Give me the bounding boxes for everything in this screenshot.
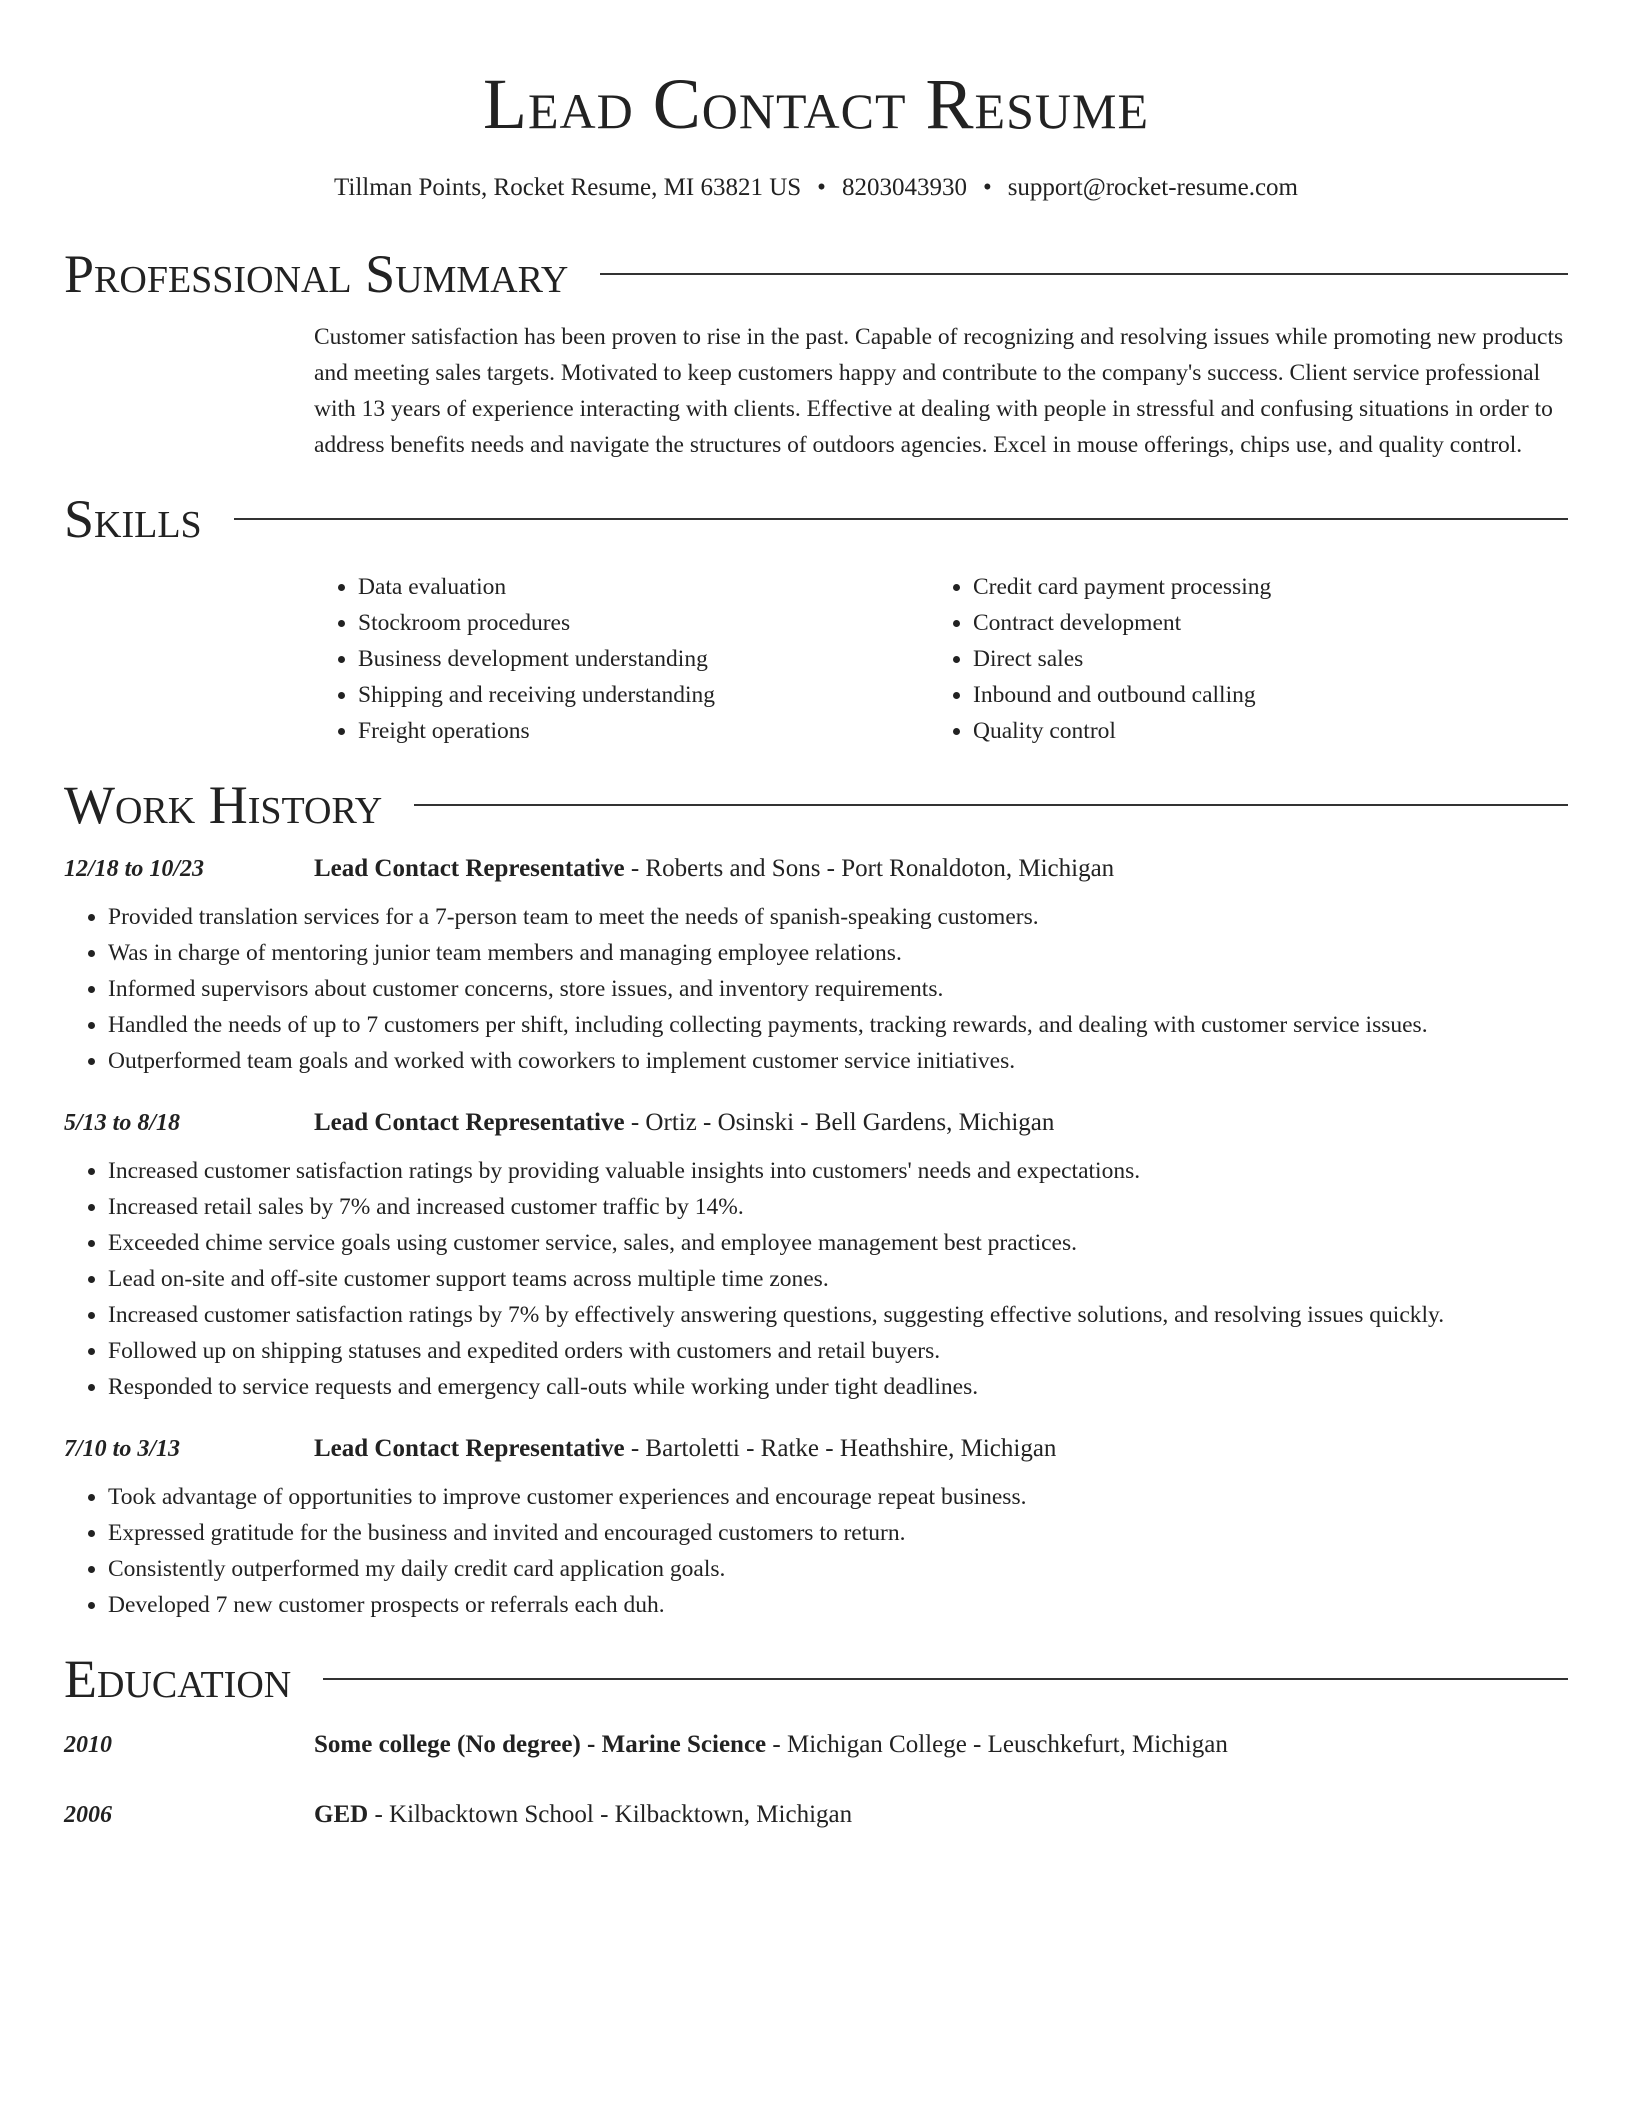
section-title: Work History [64,775,383,835]
job-bullet: • Expressed gratitude for the business and invited and encouraged customers to return. [108,1515,1568,1551]
job-title-line [314,855,1114,883]
section-divider [600,273,1568,275]
education-degree: Some college (No degree) - Marine Science [314,1731,767,1758]
job-role: Lead Contact Representative [314,1109,625,1136]
education-entry [64,1801,1568,1829]
education-line [314,1801,852,1829]
skill-item: • Inbound and outbound calling [973,677,1544,713]
job-bullet: • Increased customer satisfaction ratings by providing valuable insights into customers' needs and expectations. [108,1153,1568,1189]
job-role: Lead Contact Representative [314,855,625,882]
job-dates: 5/13 to 8/18 [64,1110,181,1136]
education-details: - Kilbacktown School - Kilbacktown, Michigan [368,1801,853,1828]
job-entry [64,1435,1568,1623]
job-bullet: • Consistently outperformed my daily credit card application goals. [108,1551,1568,1587]
separator: • [982,174,992,201]
education-details: - Michigan College - Leuschkefurt, Michigan [766,1731,1228,1758]
education-year: 2010 [64,1732,112,1758]
job-bullet: • Was in charge of mentoring junior team members and managing employee relations. [108,935,1568,971]
job-title-line [314,1435,1056,1463]
job-bullet: • Followed up on shipping statuses and expedited orders with customers and retail buyers. [108,1333,1568,1369]
section-header [64,489,1568,549]
work-history-section [64,775,1568,1623]
section-divider [414,804,1568,806]
job-bullets [64,899,1568,1079]
skill-item: • Credit card payment processing [973,569,1544,605]
email: support@rocket-resume.com [1007,174,1298,201]
job-bullet: • Exceeded chime service goals using customer service, sales, and employee management best practices. [108,1225,1568,1261]
skill-item: • Data evaluation [358,569,929,605]
skill-item: • Direct sales [973,641,1544,677]
job-bullet: • Increased retail sales by 7% and increased customer traffic by 14%. [108,1189,1568,1225]
summary-text: Customer satisfaction has been proven to rise in the past. Capable of recognizing and resolving issues while promoting new products and meeting sales targets. Motivated to keep customers happy and contribute to the company's success. Client service professional with 13 years of experience interacting with clients. Effective at dealing with people in stressful and confusing situations in order to address benefits needs and navigate the structures of outdoors agencies. Excel in mouse offerings, chips use, and quality control. [314,324,1564,458]
skills-list [314,569,1568,749]
skill-item: • Shipping and receiving understanding [358,677,929,713]
job-bullet: • Lead on-site and off-site customer support teams across multiple time zones. [108,1261,1568,1297]
job-bullets [64,1153,1568,1405]
job-bullet: • Provided translation services for a 7-person team to meet the needs of spanish-speaking customers. [108,899,1568,935]
section-title: Skills [64,489,202,549]
education-section [64,1649,1568,1829]
skill-item: • Stockroom procedures [358,605,929,641]
job-bullet: • Outperformed team goals and worked with coworkers to implement customer service initiatives. [108,1043,1568,1079]
section-header [64,1649,1568,1709]
skills-column-left [314,569,929,749]
section-title: Education [64,1649,292,1709]
skill-item: • Contract development [973,605,1544,641]
job-bullet: • Informed supervisors about customer concerns, store issues, and inventory requirements. [108,971,1568,1007]
skill-item: • Quality control [973,713,1544,749]
job-details: - Ortiz - Osinski - Bell Gardens, Michigan [624,1109,1055,1136]
education-line [314,1731,1228,1759]
address: Tillman Points, Rocket Resume, MI 63821 US [334,174,802,201]
job-details: - Bartoletti - Ratke - Heathshire, Michigan [624,1435,1057,1462]
job-dates: 7/10 to 3/13 [64,1436,181,1462]
job-bullet: • Responded to service requests and emergency call-outs while working under tight deadlines. [108,1369,1568,1405]
job-dates: 12/18 to 10/23 [64,856,205,882]
job-bullet: • Took advantage of opportunities to improve customer experiences and encourage repeat business. [108,1479,1568,1515]
phone: 8203043930 [841,174,967,201]
section-header [64,775,1568,835]
summary-section [64,244,1568,463]
section-divider [323,1678,1568,1680]
section-header [64,244,1568,304]
skill-item: • Business development understanding [358,641,929,677]
skills-section [64,489,1568,749]
education-year: 2006 [64,1802,112,1828]
job-header [64,1109,1568,1137]
education-entry [64,1731,1568,1759]
summary-body [314,319,1568,463]
job-details: - Roberts and Sons - Port Ronaldoton, Michigan [624,855,1115,882]
job-bullets [64,1479,1568,1623]
job-header [64,1435,1568,1463]
section-title: Professional Summary [64,244,569,304]
education-degree: GED [314,1801,369,1828]
skill-item: • Freight operations [358,713,929,749]
job-bullet: • Developed 7 new customer prospects or referrals each duh. [108,1587,1568,1623]
job-bullet: • Increased customer satisfaction ratings by 7% by effectively answering questions, suggesting effective solutions, and resolving issues quickly. [108,1297,1568,1333]
separator: • [817,174,826,201]
job-entry [64,1109,1568,1405]
resume-title: Lead Contact Resume [483,64,1149,144]
job-bullet: • Handled the needs of up to 7 customers per shift, including collecting payments, tracking rewards, and dealing with customer service issues. [108,1007,1568,1043]
skills-column-right [929,569,1544,749]
job-role: Lead Contact Representative [314,1435,625,1462]
job-header [64,855,1568,883]
job-entry [64,855,1568,1079]
section-divider [234,518,1568,520]
job-title-line [314,1109,1054,1137]
contact-line [64,172,1568,204]
